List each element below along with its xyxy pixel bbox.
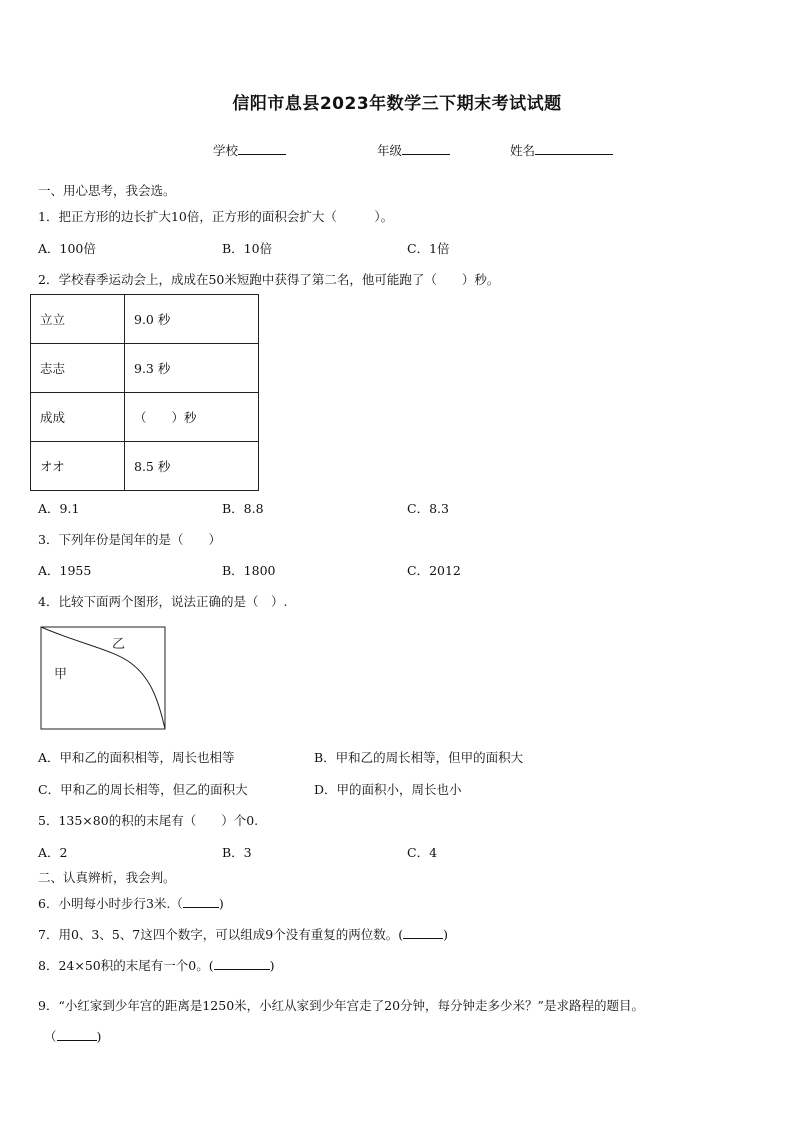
q4-option-b: B．甲和乙的周长相等，但甲的面积大 (314, 750, 524, 765)
question-9: 9．“小红家到少年宫的距离是1250米，小红从家到少年宫走了20分钟，每分钟走多少米？”是求路程的题目。 (38, 998, 644, 1013)
q5-option-b: B．3 (222, 845, 252, 860)
question-6-text: 6．小明每小时步行3米.（ (38, 896, 183, 911)
q2-option-a: A．9.1 (38, 501, 80, 516)
shapes-figure (40, 626, 168, 732)
table-cell-name: オオ (31, 442, 125, 491)
question-4: 4．比较下面两个图形，说法正确的是（ ）. (38, 594, 288, 609)
q2-option-b: B．8.8 (222, 501, 264, 516)
q2-option-c: C．8.3 (407, 501, 449, 516)
q9-close-paren: ) (96, 1029, 102, 1044)
q6-answer-blank (183, 894, 219, 908)
label-jia: 甲 (54, 667, 68, 682)
school-field (213, 141, 286, 159)
q1-option-c: C．1倍 (407, 241, 450, 256)
table-cell-time: 9.3 秒 (125, 344, 259, 393)
page-title: 信阳市息县2023年数学三下期末考试试题 (232, 94, 562, 114)
q6-close-paren: ) (218, 896, 224, 911)
question-1: 1．把正方形的边长扩大10倍，正方形的面积会扩大（ ）。 (38, 209, 394, 224)
q3-option-a: A．1955 (38, 563, 92, 578)
name-field (510, 141, 613, 159)
question-5: 5．135×80的积的末尾有（ ）个0. (38, 813, 259, 828)
table-cell-name: 志志 (31, 344, 125, 393)
question-7-text: 7．用0、3、5、7这四个数字，可以组成9个没有重复的两位数。( (38, 927, 404, 942)
question-7 (38, 925, 448, 943)
table-row (31, 295, 259, 344)
runner-times-table (30, 294, 259, 491)
label-yi: 乙 (112, 637, 126, 652)
grade-blank (402, 141, 450, 155)
q8-answer-blank (214, 956, 270, 970)
name-blank (535, 141, 613, 155)
table-row (31, 442, 259, 491)
table-row (31, 393, 259, 442)
question-8-text: 8．24×50积的末尾有一个0。( (38, 958, 214, 973)
q1-option-b: B．10倍 (222, 241, 273, 256)
q8-close-paren: ) (269, 958, 275, 973)
table-cell-time: （ ）秒 (125, 393, 259, 442)
q7-close-paren: ) (443, 927, 448, 942)
q3-option-b: B．1800 (222, 563, 276, 578)
q1-option-a: A．100倍 (38, 241, 96, 256)
q4-option-c: C．甲和乙的周长相等，但乙的面积大 (38, 782, 248, 797)
question-6 (38, 894, 224, 912)
q5-option-c: C．4 (407, 845, 438, 860)
table-cell-time: 9.0 秒 (125, 295, 259, 344)
table-row (31, 344, 259, 393)
school-blank (238, 141, 286, 155)
name-label: 姓名 (510, 143, 536, 158)
q4-option-d: D．甲的面积小，周长也小 (314, 782, 462, 797)
grade-label: 年级 (377, 143, 403, 158)
q9-open-paren: （ (44, 1029, 57, 1044)
question-2: 2．学校春季运动会上，成成在50米短跑中获得了第二名，他可能跑了（ ）秒。 (38, 272, 500, 287)
section-1-heading: 一、用心思考，我会选。 (38, 183, 176, 198)
q9-answer-blank (57, 1027, 97, 1041)
q7-answer-blank (403, 925, 443, 939)
school-label: 学校 (213, 143, 239, 158)
q4-option-a: A．甲和乙的面积相等，周长也相等 (38, 750, 235, 765)
table-cell-time: 8.5 秒 (125, 442, 259, 491)
table-cell-name: 成成 (31, 393, 125, 442)
grade-field (377, 141, 450, 159)
question-3: 3．下列年份是闰年的是（ ） (38, 532, 221, 547)
table-cell-name: 立立 (31, 295, 125, 344)
section-2-heading: 二、认真辨析，我会判。 (38, 870, 176, 885)
question-8 (38, 956, 274, 974)
q3-option-c: C．2012 (407, 563, 461, 578)
q9-answer (44, 1027, 101, 1045)
q5-option-a: A．2 (38, 845, 68, 860)
